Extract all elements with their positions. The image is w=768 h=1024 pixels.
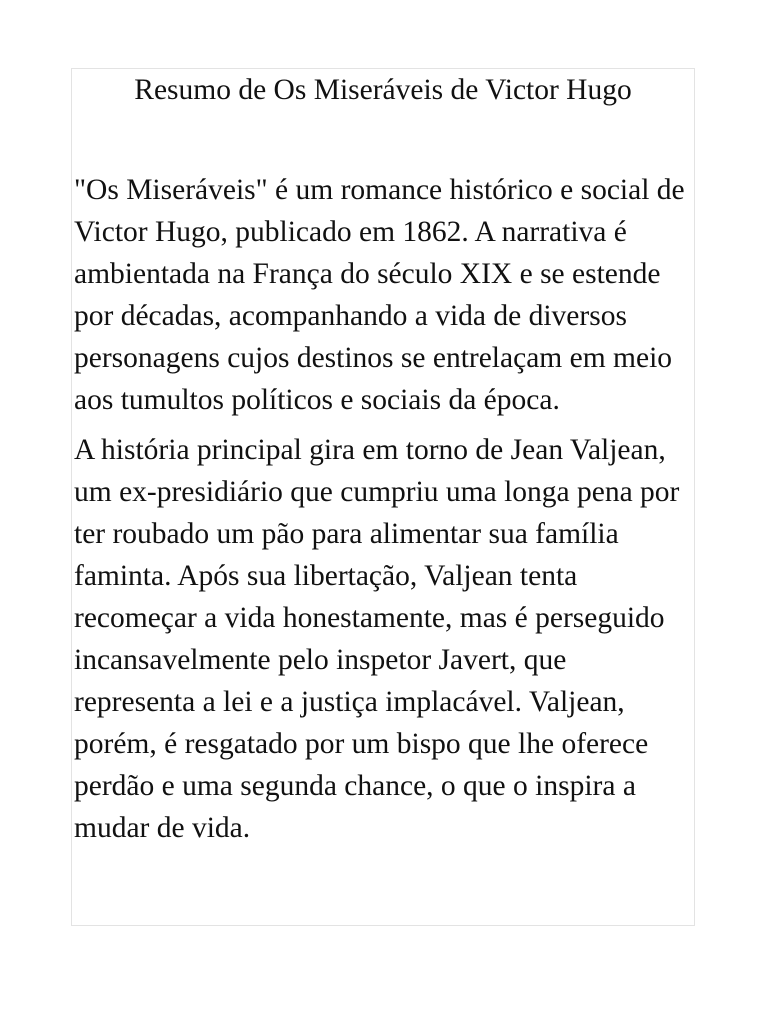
paragraph-1: "Os Miseráveis" é um romance histórico e social de Victor Hugo, publicado em 1862. A narrativa é ambientada na França do século XIX e se estende por décadas, acompanhando a vida de diversos personagens cujos destinos se entrelaçam em meio aos tumultos políticos e sociais da época. [74,174,685,416]
document-body [74,169,690,849]
paragraph-2: A história principal gira em torno de Jean Valjean, um ex-presidiário que cumpriu uma longa pena por ter roubado um pão para alimentar sua família faminta. Após sua libertação, Valjean tenta recomeçar a vida honestamente, mas é perseguido incansavelmente pelo inspetor Javert, que representa a lei e a justiça implacável. Valjean, porém, é resgatado por um bispo que lhe oferece perdão e uma segunda chance, o que o inspira a mudar de vida. [74,434,680,844]
document-page [71,68,695,926]
document-title: Resumo de Os Miseráveis de Victor Hugo [134,74,632,106]
